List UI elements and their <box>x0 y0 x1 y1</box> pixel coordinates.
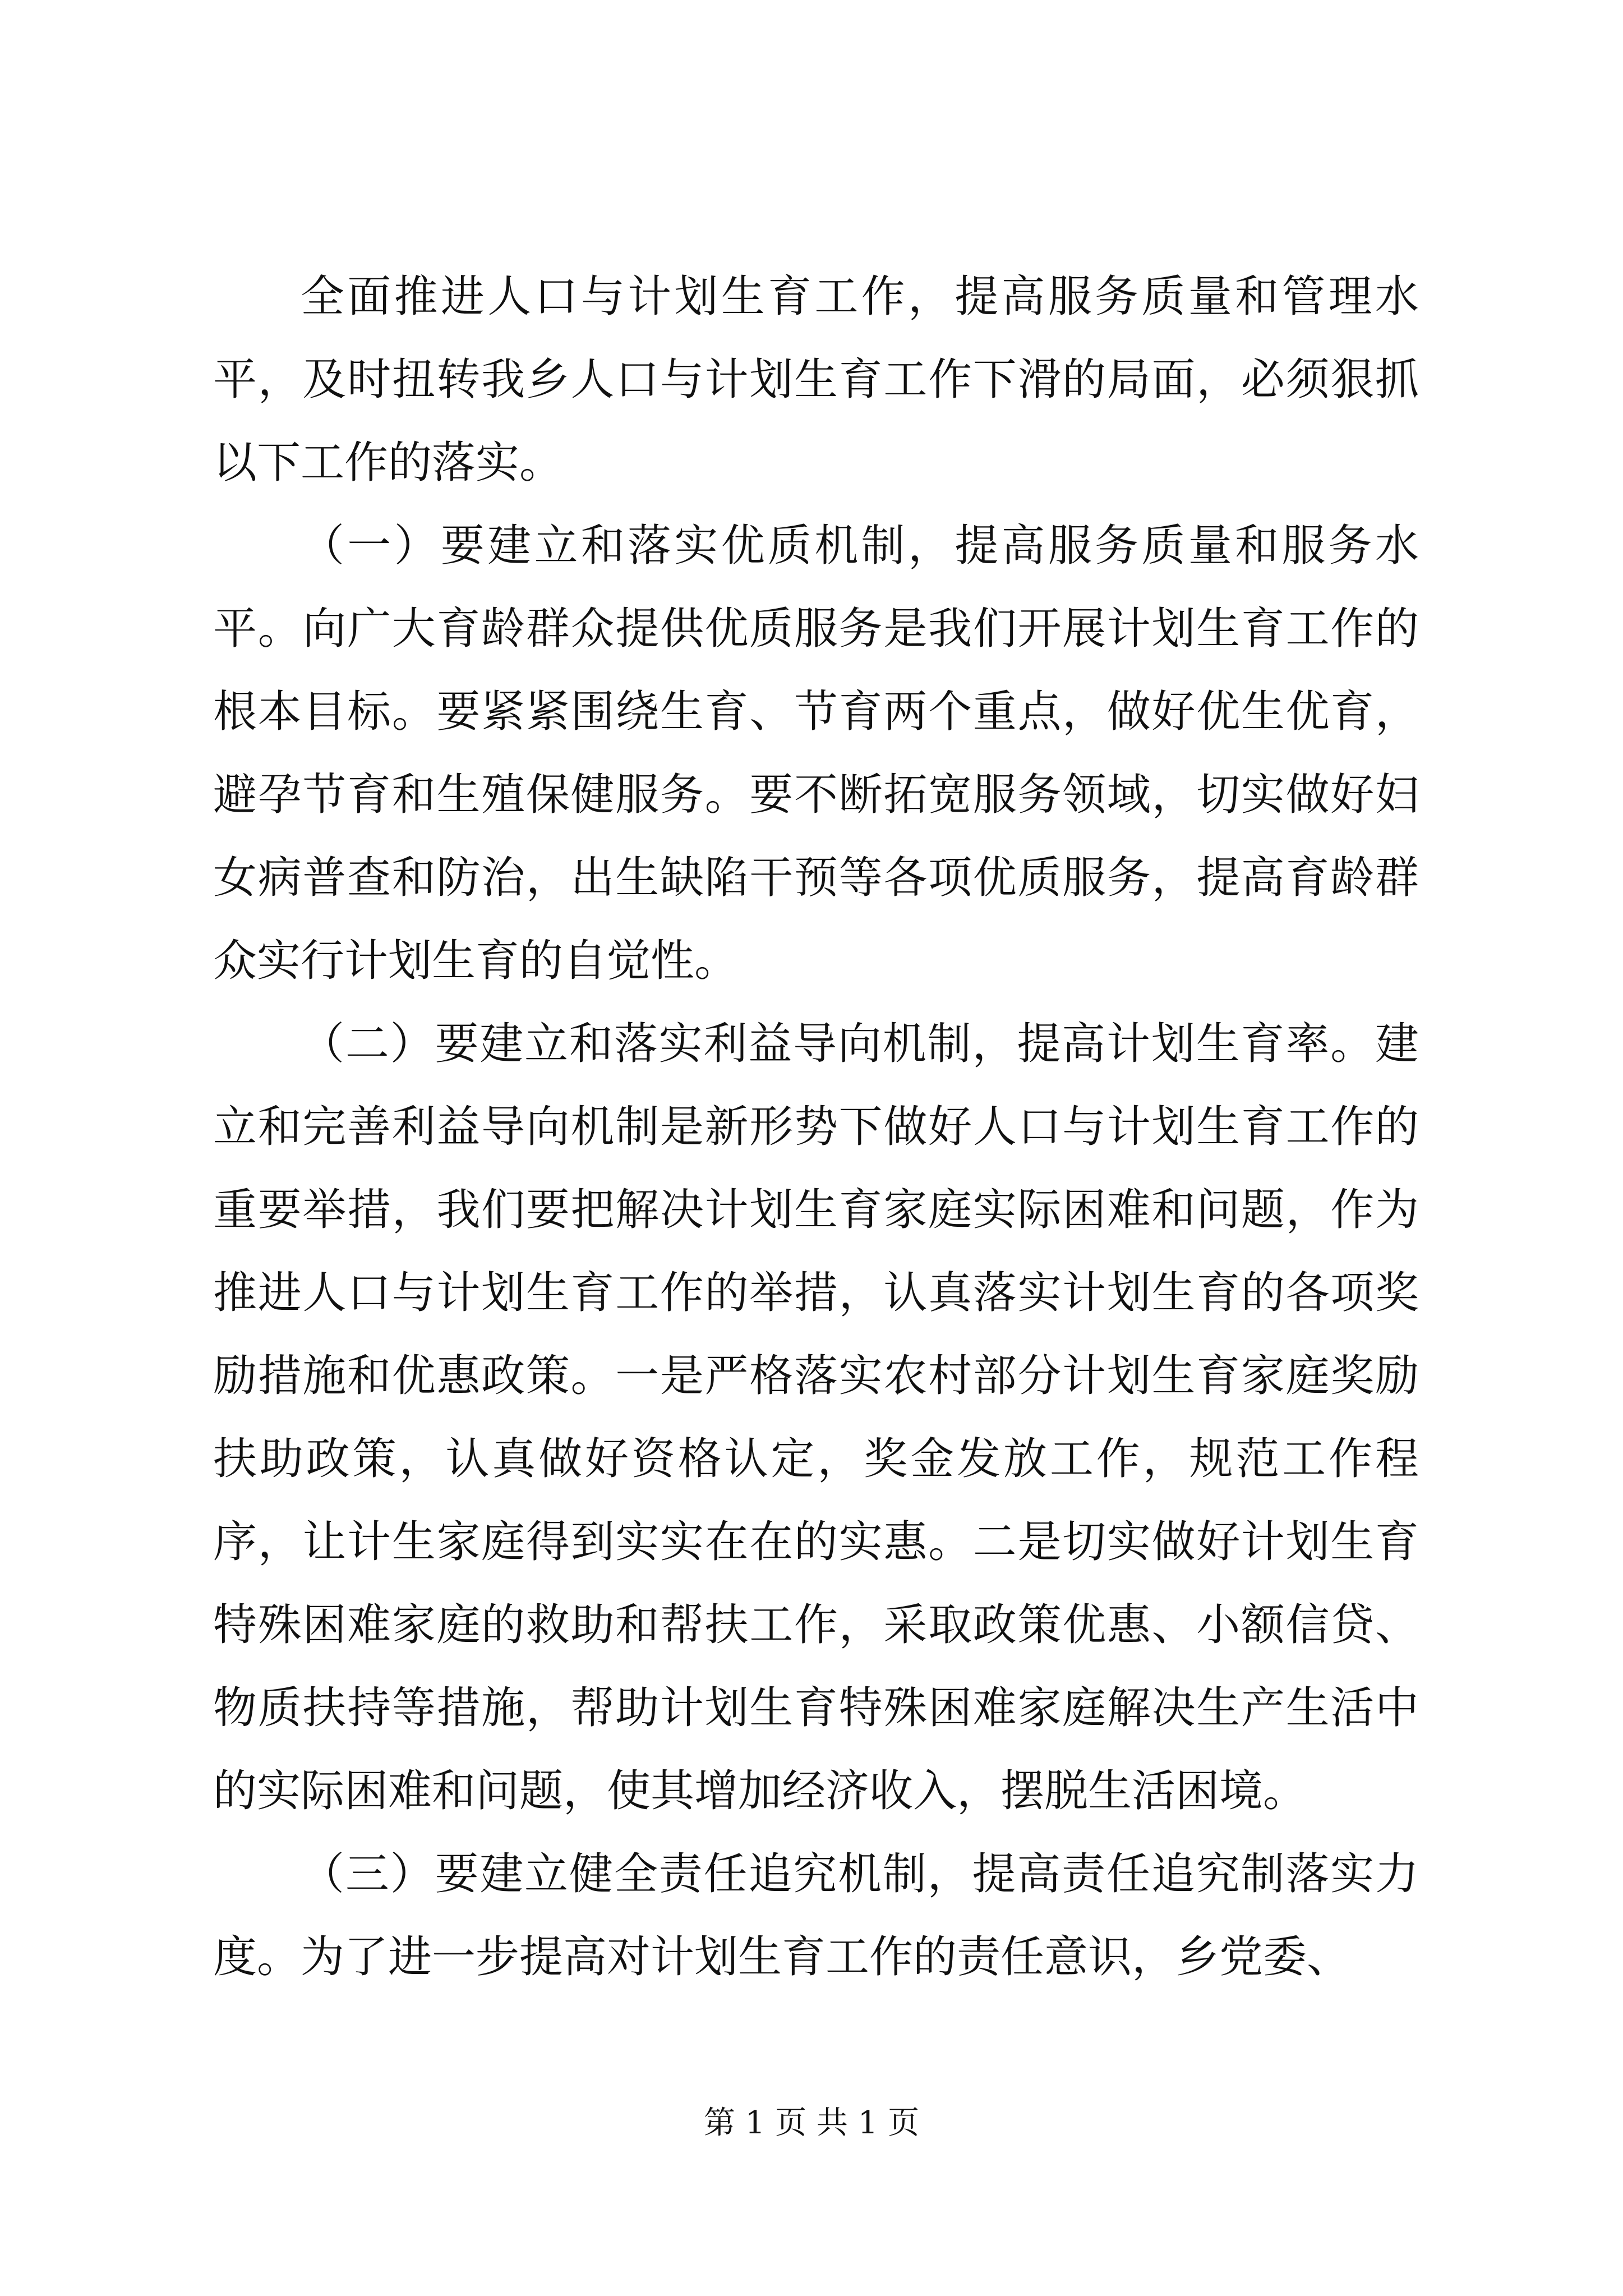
paragraph-section-2: （二）要建立和落实利益导向机制，提高计划生育率。建立和完善利益导向机制是新形势下做好人口与计划生育工作的重要举措，我们要把解决计划生育家庭实际困难和问题，作为推进人口与计划生育工作的举措，认真落实计划生育的各项奖励措施和优惠政策。一是严格落实农村部分计划生育家庭奖励扶助政策，认真做好资格认定，奖金发放工作，规范工作程序，让计生家庭得到实实在在的实惠。二是切实做好计划生育特殊困难家庭的救助和帮扶工作，采取政策优惠、小额信贷、物质扶持等措施，帮助计划生育特殊困难家庭解决生产生活中的实际困难和问题，使其增加经济收入，摆脱生活困境。 <box>213 1019 1419 1816</box>
document-body <box>213 255 1419 1999</box>
paragraph-section-1: （一）要建立和落实优质机制，提高服务质量和服务水平。向广大育龄群众提供优质服务是我们开展计划生育工作的根本目标。要紧紧围绕生育、节育两个重点，做好优生优育，避孕节育和生殖保健服务。要不断拓宽服务领域，切实做好妇女病普查和防治，出生缺陷干预等各项优质服务，提高育龄群众实行计划生育的自觉性。 <box>213 521 1419 986</box>
paragraph-section-3: （三）要建立健全责任追究机制，提高责任追究制落实力度。为了进一步提高对计划生育工作的责任意识，乡党委、 <box>213 1849 1419 1982</box>
paragraph-intro: 全面推进人口与计划生育工作，提高服务质量和管理水平，及时扭转我乡人口与计划生育工作下滑的局面，必须狠抓以下工作的落实。 <box>213 272 1419 488</box>
page-footer: 第 1 页 共 1 页 <box>703 2105 920 2141</box>
